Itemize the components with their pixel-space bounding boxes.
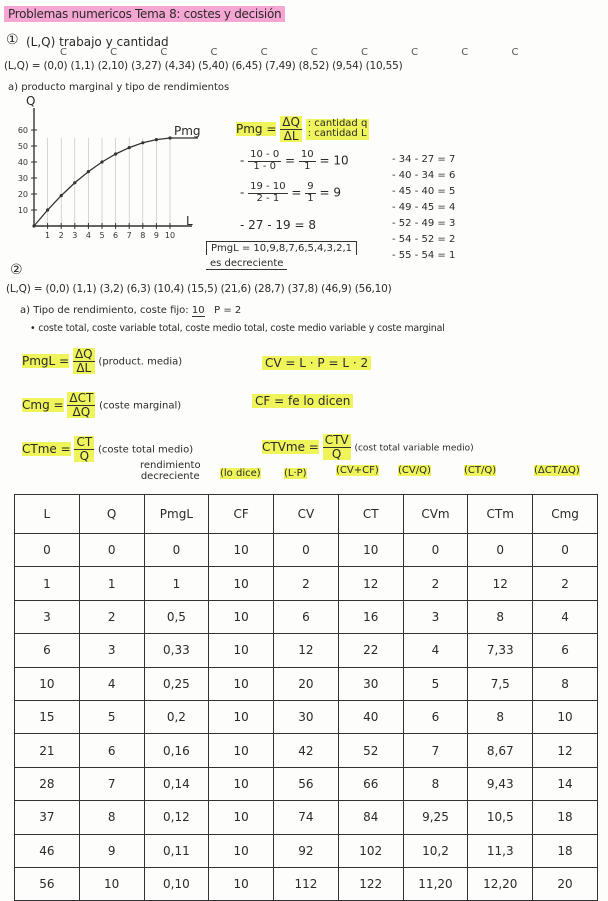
data-point (73, 181, 76, 184)
table-cell: 52 (338, 734, 403, 767)
table-row (15, 534, 598, 567)
table-row (15, 867, 598, 900)
data-point (128, 146, 131, 149)
table-cell: 5 (403, 667, 468, 700)
col-header-ctm: CTm (468, 495, 533, 534)
section2-part-a (20, 305, 241, 316)
x-tick-label: 3 (72, 231, 78, 240)
table-cell: 10 (209, 801, 274, 834)
table-cell: 84 (338, 801, 403, 834)
section1-circles: C C C C C C C C C C (60, 47, 539, 58)
pmg-den: ΔL (283, 128, 299, 143)
table-row (15, 634, 598, 667)
graph-x-label: L (186, 214, 193, 228)
f-pmgl-label: PmgL = (22, 353, 70, 368)
y-tick-label: 50 (17, 142, 28, 151)
f-pmgl-den: ΔL (76, 360, 92, 375)
data-point (141, 141, 144, 144)
calc1-den2: 1 (304, 160, 311, 172)
calc1-den: 1 - 0 (253, 160, 277, 172)
f-ctme-label: CTme = (22, 441, 71, 456)
x-tick-label: 8 (140, 231, 146, 240)
calc2-den: 2 - 1 (256, 192, 280, 204)
pmgl-result: PmgL = 10,9,8,7,6,5,4,3,2,1 (206, 241, 357, 255)
f-cmg-den: ΔQ (72, 404, 91, 419)
table-cell: 112 (274, 867, 339, 900)
table-cell: 9,25 (403, 801, 468, 834)
x-tick-label: 1 (45, 231, 51, 240)
table-cell: 6 (274, 600, 339, 633)
table-cell: 0,5 (144, 600, 209, 633)
formula-ctme (22, 436, 193, 462)
price-value: P = 2 (214, 305, 242, 316)
table-cell: 10 (209, 667, 274, 700)
table-cell: 6 (79, 734, 144, 767)
table-cell: 92 (274, 834, 339, 867)
calc-2: - $\frac{19 - 10}{2 - 1}$ = $\frac{9}{1}$ = 9 (240, 181, 341, 204)
data-point (60, 194, 63, 197)
formula-cf: CF = fe lo dicen (252, 394, 353, 408)
section1-pairs: (L,Q) = (0,0) (1,1) (2,10) (3,27) (4,34) (5,40) (6,45) (7,49) (8,52) (9,54) (10,55) (4, 60, 403, 72)
table-cell: 0,14 (144, 767, 209, 800)
table-cell: 7 (403, 734, 468, 767)
calc1-num2: 10 (300, 149, 314, 160)
table-cell: 8 (468, 600, 533, 633)
table-cell: 4 (79, 667, 144, 700)
table-cell: 2 (533, 567, 598, 600)
table-cell: 9 (79, 834, 144, 867)
table-cell: 8 (533, 667, 598, 700)
annot-col-cvm: (CV/Q) (398, 465, 431, 476)
table-cell: 0 (15, 534, 80, 567)
table-header-row (15, 495, 598, 534)
y-tick-label: 60 (17, 126, 28, 135)
formula-ctvme (262, 434, 474, 460)
table-cell: 0,25 (144, 667, 209, 700)
f-ctvme-label: CTVme = (262, 439, 319, 454)
table-cell: 4 (533, 600, 598, 633)
annot-col-ct: (CV+CF) (336, 465, 379, 476)
col-header-cf: CF (209, 495, 274, 534)
f-ctme-num: CT (76, 435, 93, 449)
f-cmg-label: Cmg = (22, 397, 64, 412)
table-cell: 3 (403, 600, 468, 633)
annot-col-cmg: (ΔCT/ΔQ) (534, 465, 580, 476)
table-cell: 0,10 (144, 867, 209, 900)
table-cell: 10 (209, 834, 274, 867)
table-row (15, 801, 598, 834)
table-cell: 0 (274, 534, 339, 567)
col-header-cvm: CVm (403, 495, 468, 534)
table-cell: 56 (15, 867, 80, 900)
table-cell: 11,20 (403, 867, 468, 900)
section2-pairs: (L,Q) = (0,0) (1,1) (3,2) (6,3) (10,4) (15,5) (21,6) (28,7) (37,8) (46,9) (56,10) (6, 283, 392, 295)
pmg-desc-num: : cantidad q (307, 117, 368, 129)
table-cell: 11,3 (468, 834, 533, 867)
table-row (15, 734, 598, 767)
data-point (155, 138, 158, 141)
pmg-formula (236, 116, 369, 142)
f-ctme-den: Q (79, 448, 90, 463)
pmg-curve (34, 138, 198, 226)
table-row (15, 667, 598, 700)
f-pmgl-note: (product. media) (98, 356, 183, 368)
calc-1: - $\frac{10 - 0}{1 - 0}$ = $\frac{10}{1}$ = 10 (240, 149, 349, 172)
calc2-den2: 1 (307, 192, 314, 204)
table-cell: 74 (274, 801, 339, 834)
table-cell: 0 (468, 534, 533, 567)
diff-item: - 34 - 27 = 7 (392, 154, 456, 165)
table-cell: 16 (338, 600, 403, 633)
table-cell: 0 (533, 534, 598, 567)
f-cmg-note: (coste marginal) (99, 400, 182, 412)
table-cell: 10 (209, 600, 274, 633)
f-ctvme-note: (cost total variable medio) (354, 443, 474, 454)
table-cell: 1 (79, 567, 144, 600)
col-header-ct: CT (338, 495, 403, 534)
table-cell: 30 (338, 667, 403, 700)
table-cell: 8 (79, 801, 144, 834)
diff-item: - 55 - 54 = 1 (392, 250, 456, 261)
diff-item: - 52 - 49 = 3 (392, 218, 456, 229)
table-cell: 10 (209, 634, 274, 667)
diff-item: - 40 - 34 = 6 (392, 170, 456, 181)
f-ctvme-num: CTV (324, 433, 349, 447)
formula-pmgl (22, 348, 182, 374)
pmgl-result-2: es decreciente (206, 258, 287, 270)
table-cell: 1 (144, 567, 209, 600)
table-cell: 10 (209, 734, 274, 767)
table-cell: 37 (15, 801, 80, 834)
f-ctme-note: (coste total medio) (98, 444, 194, 456)
table-cell: 21 (15, 734, 80, 767)
table-cell: 56 (274, 767, 339, 800)
table-cell: 10 (15, 667, 80, 700)
calc2-num2: 9 (307, 181, 314, 192)
table-cell: 30 (274, 700, 339, 733)
annot-rendimiento (140, 460, 201, 482)
graph-curve-label: Pmg (174, 124, 201, 138)
data-point (32, 224, 35, 227)
table-cell: 7,33 (468, 634, 533, 667)
calc1-res: = 10 (319, 153, 349, 168)
col-header-q: Q (79, 495, 144, 534)
section1-heading: (L,Q) trabajo y cantidad (26, 35, 169, 49)
calc-3: - 27 - 19 = 8 (240, 218, 316, 232)
section2-number: ② (10, 262, 23, 278)
graph-y-label: Q (26, 94, 36, 108)
table-row (15, 600, 598, 633)
table-cell: 3 (79, 634, 144, 667)
table-cell: 0,2 (144, 700, 209, 733)
pmg-graph (0, 94, 190, 240)
table-cell: 10 (533, 700, 598, 733)
y-tick-label: 30 (17, 174, 28, 183)
data-point (87, 170, 90, 173)
col-header-l: L (15, 495, 80, 534)
table-cell: 66 (338, 767, 403, 800)
table-cell: 10 (209, 534, 274, 567)
cost-table (14, 494, 598, 901)
x-tick-label: 5 (99, 231, 105, 240)
section1-number: ① (6, 32, 19, 48)
y-tick-label: 10 (17, 206, 28, 215)
calc2-res: = 9 (319, 185, 341, 200)
table-cell: 10 (209, 567, 274, 600)
x-tick-label: 4 (85, 231, 91, 240)
table-cell: 6 (533, 634, 598, 667)
table-cell: 8 (403, 767, 468, 800)
x-tick-label: 10 (164, 231, 176, 240)
pmg-desc (306, 119, 370, 140)
table-row (15, 700, 598, 733)
table-cell: 0,16 (144, 734, 209, 767)
x-tick-label: 2 (58, 231, 64, 240)
table-cell: 4 (403, 634, 468, 667)
pmg-label: Pmg = (236, 121, 277, 136)
table-cell: 12 (468, 567, 533, 600)
table-cell: 10 (338, 534, 403, 567)
table-cell: 0 (144, 534, 209, 567)
table-row (15, 567, 598, 600)
col-header-cv: CV (274, 495, 339, 534)
table-row (15, 767, 598, 800)
table-cell: 0 (403, 534, 468, 567)
table-cell: 7 (79, 767, 144, 800)
x-tick-label: 9 (153, 231, 159, 240)
table-cell: 0 (79, 534, 144, 567)
table-cell: 2 (79, 600, 144, 633)
annot-rend-1: rendimiento (140, 460, 201, 471)
calc2-num: 19 - 10 (250, 181, 286, 192)
table-cell: 8 (468, 700, 533, 733)
table-cell: 12,20 (468, 867, 533, 900)
table-cell: 15 (15, 700, 80, 733)
table-cell: 18 (533, 834, 598, 867)
annot-col-ctm: (CT/Q) (464, 465, 497, 476)
table-cell: 40 (338, 700, 403, 733)
y-tick-label: 40 (17, 158, 28, 167)
formula-cmg (22, 392, 181, 418)
pmg-fraction (280, 116, 302, 142)
table-cell: 42 (274, 734, 339, 767)
table-cell: 1 (15, 567, 80, 600)
pmg-num: ΔQ (282, 115, 300, 129)
section2-bullet: • coste total, coste variable total, coste medio total, coste medio variable y coste marginal (30, 323, 445, 334)
pmg-desc-den: : cantidad L (307, 128, 367, 140)
diff-item: - 45 - 40 = 5 (392, 186, 456, 197)
f-pmgl-num: ΔQ (74, 347, 93, 361)
data-point (168, 136, 171, 139)
data-point (100, 160, 103, 163)
col-header-cmg: Cmg (533, 495, 598, 534)
x-tick-label: 7 (126, 231, 132, 240)
fixed-cost-value: 10 (191, 305, 205, 316)
table-cell: 8,67 (468, 734, 533, 767)
table-cell: 12 (338, 567, 403, 600)
table-cell: 7,5 (468, 667, 533, 700)
table-cell: 9,43 (468, 767, 533, 800)
section1-part-a: a) producto marginal y tipo de rendimientos (8, 82, 230, 93)
part-a-text: a) Tipo de rendimiento, coste fijo: (20, 305, 189, 316)
y-tick-label: 20 (17, 190, 28, 199)
annot-rend-2: decreciente (140, 471, 200, 482)
table-cell: 122 (338, 867, 403, 900)
table-cell: 2 (274, 567, 339, 600)
page-title: Problemas numericos Tema 8: costes y decisión (4, 6, 285, 22)
table-cell: 10 (79, 867, 144, 900)
data-point (114, 152, 117, 155)
table-cell: 6 (15, 634, 80, 667)
annot-col-cv: (L·P) (284, 468, 307, 479)
f-ctvme-den: Q (331, 446, 342, 461)
data-point (46, 208, 49, 211)
table-cell: 14 (533, 767, 598, 800)
annot-col-cf: (lo dice) (220, 468, 261, 479)
table-cell: 2 (403, 567, 468, 600)
table-cell: 10,2 (403, 834, 468, 867)
table-cell: 6 (403, 700, 468, 733)
table-row (15, 834, 598, 867)
diff-item: - 49 - 45 = 4 (392, 202, 456, 213)
formula-cv: CV = L · P = L · 2 (262, 356, 371, 370)
table-cell: 3 (15, 600, 80, 633)
table-cell: 10 (209, 700, 274, 733)
table-cell: 46 (15, 834, 80, 867)
table-cell: 22 (338, 634, 403, 667)
table-cell: 0,11 (144, 834, 209, 867)
table-cell: 12 (533, 734, 598, 767)
table-cell: 18 (533, 801, 598, 834)
x-tick-label: 6 (113, 231, 119, 240)
calc1-num: 10 - 0 (250, 149, 280, 160)
col-header-pmgl: PmgL (144, 495, 209, 534)
table-cell: 0,12 (144, 801, 209, 834)
table-cell: 10 (209, 767, 274, 800)
table-cell: 5 (79, 700, 144, 733)
table-cell: 10,5 (468, 801, 533, 834)
f-cmg-num: ΔCT (69, 391, 94, 405)
table-cell: 28 (15, 767, 80, 800)
table-cell: 20 (274, 667, 339, 700)
table-cell: 12 (274, 634, 339, 667)
table-cell: 0,33 (144, 634, 209, 667)
table-cell: 102 (338, 834, 403, 867)
diff-item: - 54 - 52 = 2 (392, 234, 456, 245)
table-cell: 20 (533, 867, 598, 900)
table-cell: 10 (209, 867, 274, 900)
